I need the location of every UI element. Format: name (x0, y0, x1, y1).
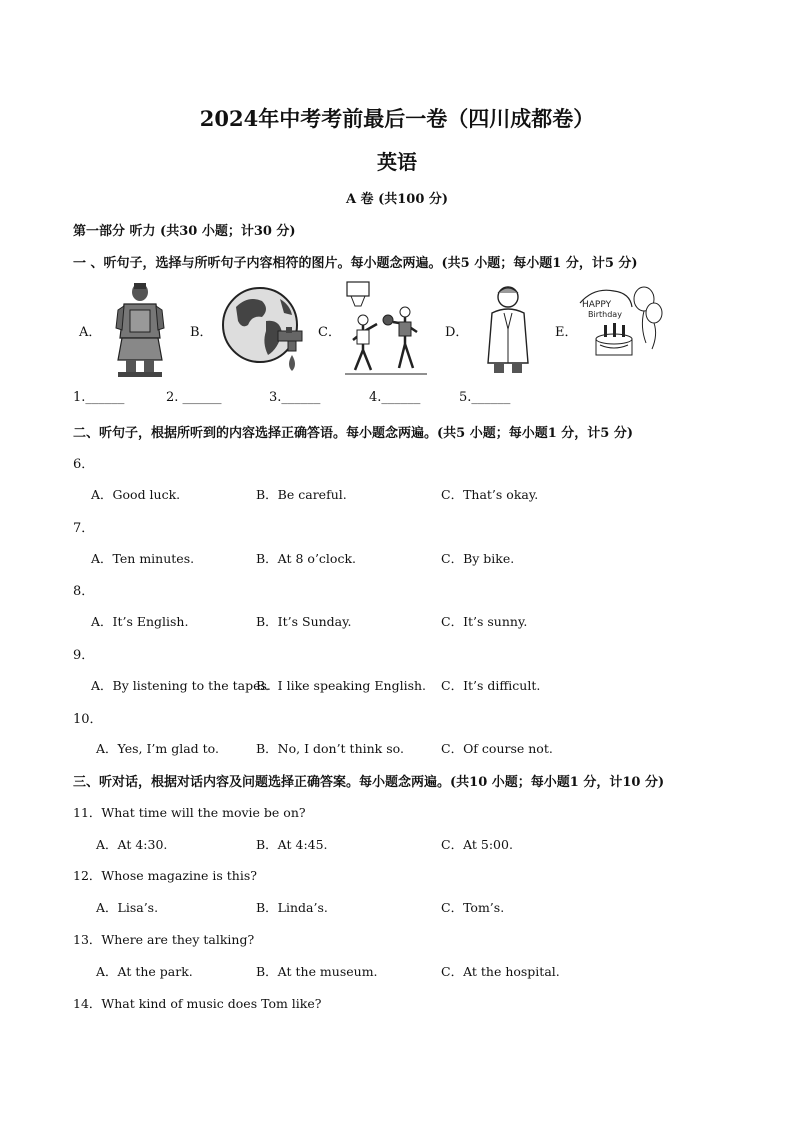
option-b[interactable]: B．Be careful. (256, 487, 347, 502)
section3-heading: 三、听对话，根据对话内容及问题选择正确答案。每小题念两遍。(共10 小题；每小题1 分，计10 分) (73, 775, 665, 790)
svg-text:HAPPY: HAPPY (582, 300, 612, 310)
option-b[interactable]: B．It’s Sunday. (256, 614, 352, 629)
part-heading: 第一部分 听力 (共30 小题；计30 分) (73, 224, 296, 239)
option-b[interactable]: B．At 4:45. (256, 837, 328, 852)
section1-heading: 一 、听句子，选择与所听句子内容相符的图片。每小题念两遍。(共5 小题；每小题1 分，计5 分) (73, 256, 638, 271)
answer-blank-4[interactable]: 4.______ (369, 390, 421, 405)
pic-letter-e: E． (555, 325, 578, 340)
question-number: 6． (73, 457, 95, 472)
option-a[interactable]: A．Good luck. (91, 487, 181, 502)
option-b[interactable]: B．At 8 o’clock. (256, 551, 356, 566)
option-a[interactable]: A．Ten minutes. (91, 551, 195, 566)
option-a[interactable]: A．It’s English. (91, 614, 189, 629)
option-c[interactable]: C．At the hospital. (441, 964, 560, 979)
option-c[interactable]: C．It’s difficult. (441, 678, 541, 693)
pic-letter-a: A． (79, 325, 102, 340)
pic-letter-d: D． (445, 325, 469, 340)
option-c[interactable]: C．By bike. (441, 551, 515, 566)
question-text: 11．What time will the movie be on? (73, 805, 306, 820)
section2-heading: 二、听句子，根据所听到的内容选择正确答语。每小题念两遍。(共5 小题；每小题1 分，计5 分) (73, 426, 634, 441)
basketball-players-icon (343, 280, 429, 380)
volume-label: A 卷 (共100 分) (345, 192, 449, 207)
terracotta-warrior-icon (108, 280, 172, 378)
option-b[interactable]: B．At the museum. (256, 964, 378, 979)
option-a[interactable]: A．Yes, I’m glad to. (96, 741, 219, 756)
answer-blank-2[interactable]: 2. ______ (166, 390, 222, 405)
question-number: 9． (73, 648, 95, 663)
option-a[interactable]: A．Lisa’s. (96, 900, 159, 915)
question-text: 14．What kind of music does Tom like? (73, 996, 322, 1011)
svg-text:Birthday: Birthday (588, 310, 622, 319)
question-number: 7． (73, 521, 95, 536)
subject-title: 英语 (377, 150, 417, 174)
option-a[interactable]: A．At the park. (96, 964, 193, 979)
option-c[interactable]: C．That’s okay. (441, 487, 539, 502)
option-b[interactable]: B．No, I don’t think so. (256, 741, 404, 756)
pic-letter-c: C． (318, 325, 341, 340)
page-title: 2024年中考考前最后一卷（四川成都卷） (199, 106, 595, 131)
option-b[interactable]: B．Linda’s. (256, 900, 328, 915)
option-c[interactable]: C．Tom’s. (441, 900, 505, 915)
option-a[interactable]: A．By listening to the tapes. (91, 678, 271, 693)
pic-letter-b: B． (190, 325, 213, 340)
option-c[interactable]: C．Of course not. (441, 741, 553, 756)
globe-with-tap-icon (222, 285, 304, 377)
option-c[interactable]: C．At 5:00. (441, 837, 513, 852)
option-b[interactable]: B．I like speaking English. (256, 678, 427, 693)
answer-blank-5[interactable]: 5.______ (459, 390, 511, 405)
question-text: 12．Whose magazine is this? (73, 868, 257, 883)
answer-blank-3[interactable]: 3.______ (269, 390, 321, 405)
question-number: 8． (73, 584, 95, 599)
question-number: 10． (73, 712, 103, 727)
birthday-cake-icon (574, 283, 666, 363)
question-text: 13．Where are they talking? (73, 932, 255, 947)
doctor-icon (484, 283, 532, 377)
answer-blank-1[interactable]: 1.______ (73, 390, 125, 405)
option-c[interactable]: C．It’s sunny. (441, 614, 528, 629)
option-a[interactable]: A．At 4:30. (96, 837, 168, 852)
